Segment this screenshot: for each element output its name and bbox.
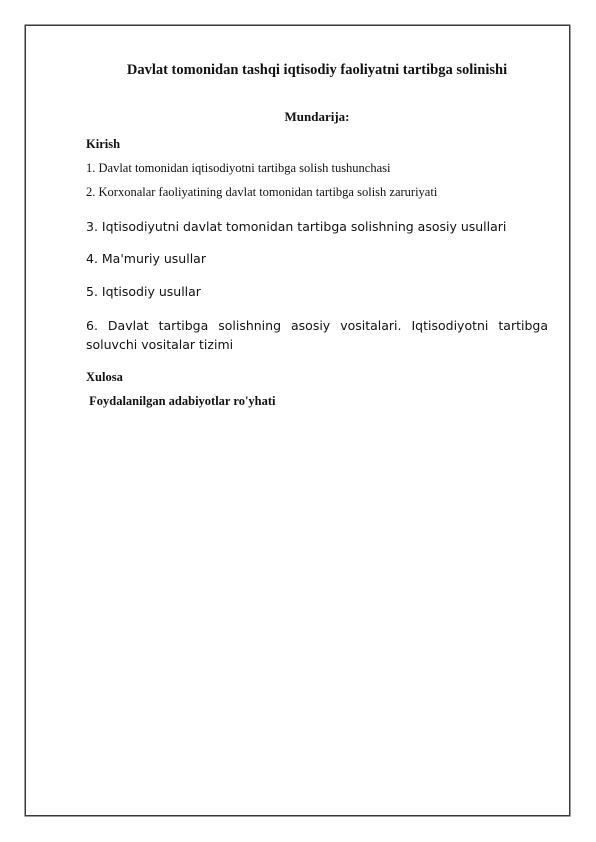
- document-title: Davlat tomonidan tashqi iqtisodiy faoliyatni tartibga solinishi: [126, 62, 508, 78]
- toc-item-5: 5. Iqtisodiy usullar: [86, 284, 201, 299]
- toc-item-4: 4. Ma'muriy usullar: [86, 251, 206, 266]
- toc-item-2: 2. Korxonalar faoliyatining davlat tomonidan tartibga solish zaruriyati: [86, 185, 438, 199]
- toc-item-6: 6. Davlat tartibga solishning asosiy vositalari. Iqtisodiyotni tartibga soluvchi vositalar tizimi: [86, 318, 548, 352]
- toc-item-1: 1. Davlat tomonidan iqtisodiyotni tartibga solish tushunchasi: [86, 161, 391, 175]
- toc-item-3: 3. Iqtisodiyutni davlat tomonidan tartibga solishning asosiy usullari: [86, 219, 507, 234]
- toc-heading: Mundarija:: [284, 109, 350, 124]
- toc-item-intro: Kirish: [86, 137, 121, 151]
- toc-item-references: Foydalanilgan adabiyotlar ro'yhati: [86, 394, 276, 408]
- toc-item-conclusion: Xulosa: [86, 370, 123, 384]
